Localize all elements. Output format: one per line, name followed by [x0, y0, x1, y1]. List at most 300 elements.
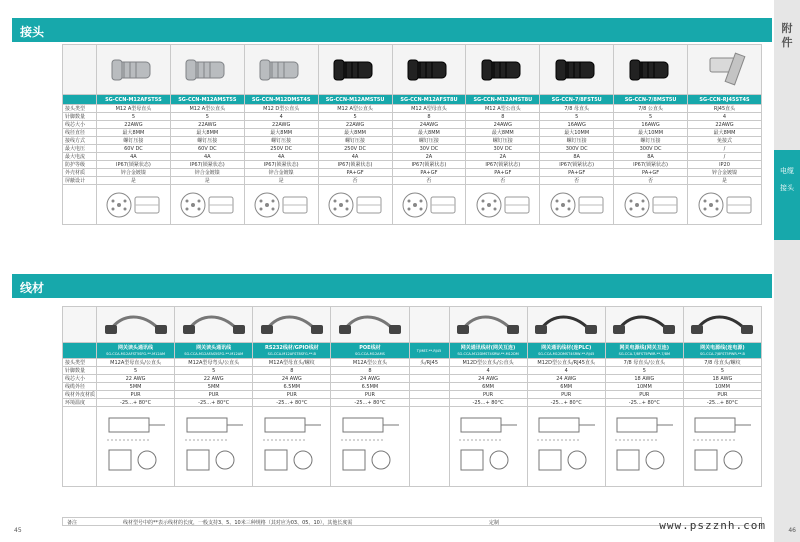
connector-photo-icon — [108, 48, 158, 92]
cable-spec-value: 24 AWG — [449, 375, 527, 383]
cable-spec-value: 22 AWG — [97, 375, 175, 383]
spec-value: 22AWG — [244, 121, 318, 129]
spec-value: 最大10MM — [614, 129, 688, 137]
cable-spec-value: 4 — [527, 367, 605, 375]
spec-value: 最大8MM — [97, 129, 171, 137]
cable-photo-icon — [533, 309, 599, 341]
cable-name — [449, 343, 527, 359]
cable-photo-icon — [103, 309, 169, 341]
side-tab-cable: 电缆 — [780, 167, 794, 175]
spec-value: 22AWG — [318, 121, 392, 129]
side-tab[interactable] — [774, 150, 800, 240]
cable-spec-value: M12D型公直头/RJ45直头 — [527, 359, 605, 367]
cable-spec-value: PUR — [331, 391, 409, 399]
dimension-drawing-icon — [689, 410, 755, 484]
pin-diagram-icon — [325, 187, 385, 223]
pin-diagram — [170, 185, 244, 225]
cable-spec-value: -25...+ 80°C — [253, 399, 331, 407]
dimension-drawing — [409, 407, 449, 487]
dimension-drawing — [527, 407, 605, 487]
cable-spec-value: PUR — [605, 391, 683, 399]
spec-value: 是 — [170, 177, 244, 185]
connector-model: SG-CCN-7/8MST5U — [614, 95, 688, 105]
spec-value: 16AWG — [540, 121, 614, 129]
dimension-drawing-icon — [533, 410, 599, 484]
spec-value: 8 — [392, 113, 466, 121]
dimension-drawing — [605, 407, 683, 487]
connector-photo-icon — [478, 48, 528, 92]
pin-diagram — [318, 185, 392, 225]
side-title: 附件 — [781, 22, 793, 49]
side-tab-connector: 接头 — [780, 184, 794, 192]
cable-spec-value: -25...+ 80°C — [605, 399, 683, 407]
row-label: 接头类型 — [63, 359, 97, 367]
cable-photo-icon — [337, 309, 403, 341]
connector-photo — [244, 45, 318, 95]
cable-spec-value: PUR — [175, 391, 253, 399]
cable-spec-row — [63, 399, 762, 407]
dimension-drawing — [175, 407, 253, 487]
cable-spec-row — [63, 359, 762, 367]
dimension-drawing — [97, 407, 175, 487]
cable-name — [683, 343, 761, 359]
model-row — [63, 95, 762, 105]
cable-spec-value: PUR — [253, 391, 331, 399]
photo-row — [63, 45, 762, 95]
spec-value: 最大8MM — [318, 129, 392, 137]
cable-spec-value: 18 AWG — [683, 375, 761, 383]
spec-row — [63, 105, 762, 113]
cable-spec-value: M12D型公直头/公直头 — [449, 359, 527, 367]
spec-value: 锌合金镀镍 — [170, 169, 244, 177]
dimension-drawing — [331, 407, 409, 487]
spec-value: 5 — [318, 113, 392, 121]
cable-code: SG-CCA-M12AFAS5SFG-**-M12AM — [184, 351, 244, 356]
cable-name — [605, 343, 683, 359]
cable-code: SG-CCA-M12DMST4SRW-**-RJ45 — [538, 351, 595, 356]
pin-diagram-icon — [621, 187, 681, 223]
row-label: 外壳材质 — [63, 169, 97, 177]
corner-cell — [63, 307, 97, 343]
dimension-drawing — [253, 407, 331, 487]
row-label: 线芯大小 — [63, 375, 97, 383]
cable-photo — [683, 307, 761, 343]
spec-value: 螺钉压接 — [392, 137, 466, 145]
cable-name — [97, 343, 175, 359]
spec-row — [63, 169, 762, 177]
cable-spec-value: 24 AWG — [253, 375, 331, 383]
spec-value: 22AWG — [688, 121, 762, 129]
cable-spec-value — [409, 391, 449, 399]
cable-spec-value: PUR — [527, 391, 605, 399]
cable-photo-icon — [689, 309, 755, 341]
pin-diagram-icon — [695, 187, 755, 223]
spec-value: 4 — [688, 113, 762, 121]
row-label: 针脚数量 — [63, 367, 97, 375]
spec-value: 22AWG — [170, 121, 244, 129]
spec-value: IP67(锁紧状态) — [540, 161, 614, 169]
connector-model: SG-CCN-RJ45ST4S — [688, 95, 762, 105]
spec-value: M12 A型母直头 — [97, 105, 171, 113]
cable-code: SG-CCA-M12AMS — [355, 351, 385, 356]
page-number-left: 45 — [14, 527, 22, 534]
spec-value: 2A — [392, 153, 466, 161]
spec-row — [63, 177, 762, 185]
row-label: 最大电压 — [63, 145, 97, 153]
spec-row — [63, 137, 762, 145]
spec-value: 免接式 — [688, 137, 762, 145]
spec-value: M12 A型公直头 — [466, 105, 540, 113]
spec-value: 是 — [688, 177, 762, 185]
spec-value: M12 A型公直头 — [170, 105, 244, 113]
pin-diagram — [97, 185, 171, 225]
cable-title: 网关读头通讯线 — [196, 344, 232, 351]
row-label: 线径直径 — [63, 129, 97, 137]
cable-spec-value: -25...+ 80°C — [527, 399, 605, 407]
cable-spec-value: 6MM — [527, 383, 605, 391]
connector-photo-icon — [404, 48, 454, 92]
cable-photo — [331, 307, 409, 343]
connector-model: SG-CCN-M12AMST5S — [170, 95, 244, 105]
spec-value: IP67(锁紧状态) — [466, 161, 540, 169]
spec-value: PA+GF — [466, 169, 540, 177]
spec-row — [63, 145, 762, 153]
spec-value: 250V DC — [244, 145, 318, 153]
cable-spec-row — [63, 367, 762, 375]
row-label: 接头类型 — [63, 105, 97, 113]
cable-spec-value — [409, 399, 449, 407]
row-label: 接线方式 — [63, 137, 97, 145]
spec-value: 4A — [170, 153, 244, 161]
spec-value: M12 D型公直头 — [244, 105, 318, 113]
connector-photo-icon — [552, 48, 602, 92]
row-label: 最大电流 — [63, 153, 97, 161]
cable-title: RS232线材/GPIO线材 — [265, 344, 319, 351]
spec-value: / — [688, 153, 762, 161]
dimension-drawing-icon — [337, 410, 403, 484]
cable-name-row — [63, 343, 762, 359]
cable-spec-value: 10MM — [605, 383, 683, 391]
spec-value: 7/8 公直头 — [614, 105, 688, 113]
cable-photo — [527, 307, 605, 343]
cable-name — [253, 343, 331, 359]
cable-spec-value: 4 — [449, 367, 527, 375]
cable-title: 网关电源线(连电源) — [700, 344, 745, 351]
cable-spec-value: M12A型母直头/螺纹 — [253, 359, 331, 367]
spec-value: 4A — [97, 153, 171, 161]
connector-model: SG-CCN-M12AFST8U — [392, 95, 466, 105]
cable-photo — [605, 307, 683, 343]
cable-spec-value: PUR — [97, 391, 175, 399]
cable-spec-value: -25...+ 80°C — [449, 399, 527, 407]
spec-row — [63, 113, 762, 121]
cable-title: 网关读头通讯线 — [118, 344, 154, 351]
spec-value: PA+GF — [614, 169, 688, 177]
spec-value: IP67(锁紧状态) — [614, 161, 688, 169]
dimension-drawing-icon — [259, 410, 325, 484]
cable-spec-value — [409, 383, 449, 391]
connector-photo — [392, 45, 466, 95]
spec-value: 螺钉压接 — [318, 137, 392, 145]
cable-photo-icon — [611, 309, 677, 341]
cable-table — [62, 306, 762, 487]
dimension-drawing-icon — [103, 410, 169, 484]
cable-spec-value: M12A型母直头/公直头 — [97, 359, 175, 367]
pin-diagram — [244, 185, 318, 225]
pin-diagram-icon — [547, 187, 607, 223]
row-label: 针脚数量 — [63, 113, 97, 121]
cable-photo — [253, 307, 331, 343]
spec-value: 250V DC — [318, 145, 392, 153]
spec-value: 螺钉压接 — [244, 137, 318, 145]
spec-value: 24AWG — [392, 121, 466, 129]
connector-photo-icon — [256, 48, 306, 92]
connector-photo-icon — [626, 48, 676, 92]
pin-diagram — [466, 185, 540, 225]
dimension-drawing-icon — [181, 410, 247, 484]
spec-value: 60V DC — [97, 145, 171, 153]
cable-title: 网关通讯线材(连PLC) — [541, 344, 592, 351]
spec-value: IP67(锁紧状态) — [392, 161, 466, 169]
cable-photo-icon — [259, 309, 325, 341]
row-label: 环境温度 — [63, 399, 97, 407]
cable-name — [409, 343, 449, 359]
note-tail: 定制 — [489, 520, 500, 526]
cable-code: SG-CCA-7/8FST5PWR-**-B — [699, 351, 745, 356]
spec-value: 螺钉压接 — [170, 137, 244, 145]
spec-value: PA+GF — [392, 169, 466, 177]
spec-value: 30V DC — [392, 145, 466, 153]
cable-spec-value: -25...+ 80°C — [175, 399, 253, 407]
spec-value: 5 — [540, 113, 614, 121]
cable-spec-value: 24 AWG — [527, 375, 605, 383]
pin-diagram-icon — [473, 187, 533, 223]
dimension-row — [63, 407, 762, 487]
cable-spec-value: 10MM — [683, 383, 761, 391]
cable-photo-icon — [455, 309, 521, 341]
spec-value: 螺钉压接 — [466, 137, 540, 145]
cable-spec-row — [63, 383, 762, 391]
spec-value: M12 A型母直头 — [392, 105, 466, 113]
connector-photo — [466, 45, 540, 95]
spec-value: 4A — [318, 153, 392, 161]
spec-value: 22AWG — [97, 121, 171, 129]
connector-photo-icon — [330, 48, 380, 92]
cable-spec-value: 18 AWG — [605, 375, 683, 383]
spec-value: IP67(锁紧状态) — [170, 161, 244, 169]
note-text: 线材型号中的**表示线材的长度，一般支持3、5、10米三种规格（其对应为03、05、10），其他长度需 — [123, 520, 353, 526]
spec-value: 锌合金镀镍 — [97, 169, 171, 177]
pin-diagram-icon — [177, 187, 237, 223]
spec-value: 否 — [614, 177, 688, 185]
cable-title: 网关电源线(网关互连) — [619, 344, 670, 351]
cable-spec-value: 8 — [331, 367, 409, 375]
cable-code: SG-CCA-M12AFST8SFG-**-B — [267, 351, 316, 356]
cable-name — [175, 343, 253, 359]
cable-spec-value: 6.5MM — [331, 383, 409, 391]
connector-photo — [688, 45, 762, 95]
cable-spec-value — [409, 367, 449, 375]
spec-row — [63, 129, 762, 137]
cable-title: 网关通讯线材(网关互连) — [460, 344, 516, 351]
spec-value: 4 — [244, 113, 318, 121]
connector-photo — [97, 45, 171, 95]
pin-diagram — [688, 185, 762, 225]
cable-code: SG-CCA-M12AFST5SFG-**-M12AM — [106, 351, 166, 356]
spec-value: 24AWG — [466, 121, 540, 129]
cable-spec-value — [409, 375, 449, 383]
section-connectors-title: 接头 — [12, 18, 772, 42]
spec-value: 5 — [97, 113, 171, 121]
connector-model: SG-CCN-M12AMST5U — [318, 95, 392, 105]
cable-photo — [449, 307, 527, 343]
cable-spec-value: 7/8 母直头/螺纹 — [683, 359, 761, 367]
pin-diagram — [614, 185, 688, 225]
cable-spec-value: 22 AWG — [175, 375, 253, 383]
dimension-drawing-icon — [455, 410, 521, 484]
cable-spec-value: -25...+ 80°C — [683, 399, 761, 407]
dimension-drawing-icon — [611, 410, 677, 484]
spec-value: 最大10MM — [540, 129, 614, 137]
row-label: 线芯大小 — [63, 121, 97, 129]
connector-model: SG-CCN-M12DMST4S — [244, 95, 318, 105]
spec-value: PA+GF — [540, 169, 614, 177]
spec-value: 锌合金镀镍 — [688, 169, 762, 177]
pin-diagram-icon — [399, 187, 459, 223]
cable-spec-value: PUR — [449, 391, 527, 399]
cable-photo-icon — [181, 309, 247, 341]
connector-photo — [170, 45, 244, 95]
cable-photo — [409, 307, 449, 343]
spec-value: / — [688, 145, 762, 153]
spec-value: IP67(锁紧状态) — [318, 161, 392, 169]
spec-value: IP20 — [688, 161, 762, 169]
spec-value: 300V DC — [540, 145, 614, 153]
spec-value: 7/8 母直头 — [540, 105, 614, 113]
cable-spec-value: 6.5MM — [253, 383, 331, 391]
side-index — [774, 0, 800, 542]
spec-value: 30V DC — [466, 145, 540, 153]
cable-spec-row — [63, 375, 762, 383]
cable-spec-value: -25...+ 80°C — [331, 399, 409, 407]
dim-label-cell — [63, 407, 97, 487]
cable-photo — [175, 307, 253, 343]
row-label: 屏蔽设计 — [63, 177, 97, 185]
watermark-url: www.pszznh.com — [659, 519, 766, 532]
connector-photo-icon — [700, 48, 750, 92]
spec-value: 16AWG — [614, 121, 688, 129]
connector-photo-icon — [182, 48, 232, 92]
spec-value: 螺钉压接 — [614, 137, 688, 145]
pin-diagram-icon — [103, 187, 163, 223]
spec-value: 锌合金镀镍 — [244, 169, 318, 177]
cable-spec-value: 7/8 母直头/公直头 — [605, 359, 683, 367]
connector-model: SG-CCN-M12AMST8U — [466, 95, 540, 105]
spec-value: 300V DC — [614, 145, 688, 153]
spec-value: 螺钉压接 — [97, 137, 171, 145]
dimension-drawing — [683, 407, 761, 487]
spec-value: IP67(锁紧状态) — [244, 161, 318, 169]
spec-value: 最大8MM — [688, 129, 762, 137]
cable-spec-value: M12A型母弯头/公直头 — [175, 359, 253, 367]
cable-spec-value: 5 — [605, 367, 683, 375]
spec-row — [63, 121, 762, 129]
spec-row — [63, 153, 762, 161]
spec-row — [63, 161, 762, 169]
spec-value: IP67(锁紧状态) — [97, 161, 171, 169]
spec-value: 最大8MM — [466, 129, 540, 137]
row-label: 线缆外径 — [63, 383, 97, 391]
spec-value: 2A — [466, 153, 540, 161]
spec-value: 最大8MM — [170, 129, 244, 137]
cable-spec-value: 5MM — [175, 383, 253, 391]
cable-title: POE线材 — [359, 344, 381, 351]
cable-spec-value: 8 — [253, 367, 331, 375]
dimension-drawing — [449, 407, 527, 487]
spec-value: 8A — [614, 153, 688, 161]
spec-value: M12 A型公直头 — [318, 105, 392, 113]
spec-value: 5 — [170, 113, 244, 121]
model-label-cell — [63, 95, 97, 105]
pin-label-cell — [63, 185, 97, 225]
connector-model: SG-CCN-M12AFST5S — [97, 95, 171, 105]
spec-value: 螺钉压接 — [540, 137, 614, 145]
spec-value: 最大8MM — [392, 129, 466, 137]
cable-spec-value: -25...+ 80°C — [97, 399, 175, 407]
cable-code: SG-CCA-7/8FST5PWR-**-7/8M — [618, 351, 670, 356]
cable-name — [331, 343, 409, 359]
cable-photo-row — [63, 307, 762, 343]
cable-spec-value: 24 AWG — [331, 375, 409, 383]
connector-photo — [614, 45, 688, 95]
connector-model: SG-CCN-7/8FST5U — [540, 95, 614, 105]
connector-photo — [318, 45, 392, 95]
cable-photo — [97, 307, 175, 343]
spec-value: 否 — [540, 177, 614, 185]
spec-value: 最大8MM — [244, 129, 318, 137]
spec-value: PA+GF — [318, 169, 392, 177]
cable-spec-value: 5 — [175, 367, 253, 375]
cable-spec-value: M12A型公直头 — [331, 359, 409, 367]
pin-diagram — [392, 185, 466, 225]
connector-photo — [540, 45, 614, 95]
row-label: 线材外皮材质 — [63, 391, 97, 399]
cable-spec-value: 5 — [683, 367, 761, 375]
page-number-right: 46 — [788, 527, 796, 534]
cable-code: T(M8T-**-RJ45 — [416, 348, 442, 353]
spec-value: 60V DC — [170, 145, 244, 153]
spec-value: 5 — [614, 113, 688, 121]
cable-spec-value: 头/RJ45 — [409, 359, 449, 367]
cable-spec-value: 5MM — [97, 383, 175, 391]
note-label: 备注 — [67, 520, 78, 526]
pin-row — [63, 185, 762, 225]
spec-value: 否 — [318, 177, 392, 185]
spec-value: 8A — [540, 153, 614, 161]
cable-name — [527, 343, 605, 359]
spec-value: 4A — [244, 153, 318, 161]
pin-diagram-icon — [251, 187, 311, 223]
note-row — [62, 517, 762, 526]
spec-value: 否 — [392, 177, 466, 185]
connector-table — [62, 44, 762, 225]
cable-spec-value: 6MM — [449, 383, 527, 391]
cable-spec-row — [63, 391, 762, 399]
section-cables-title: 线材 — [12, 274, 772, 298]
cable-code: SG-CCA-M12DMST4SRW-**-M12DM — [457, 351, 519, 356]
pin-diagram — [540, 185, 614, 225]
spec-value: 否 — [466, 177, 540, 185]
